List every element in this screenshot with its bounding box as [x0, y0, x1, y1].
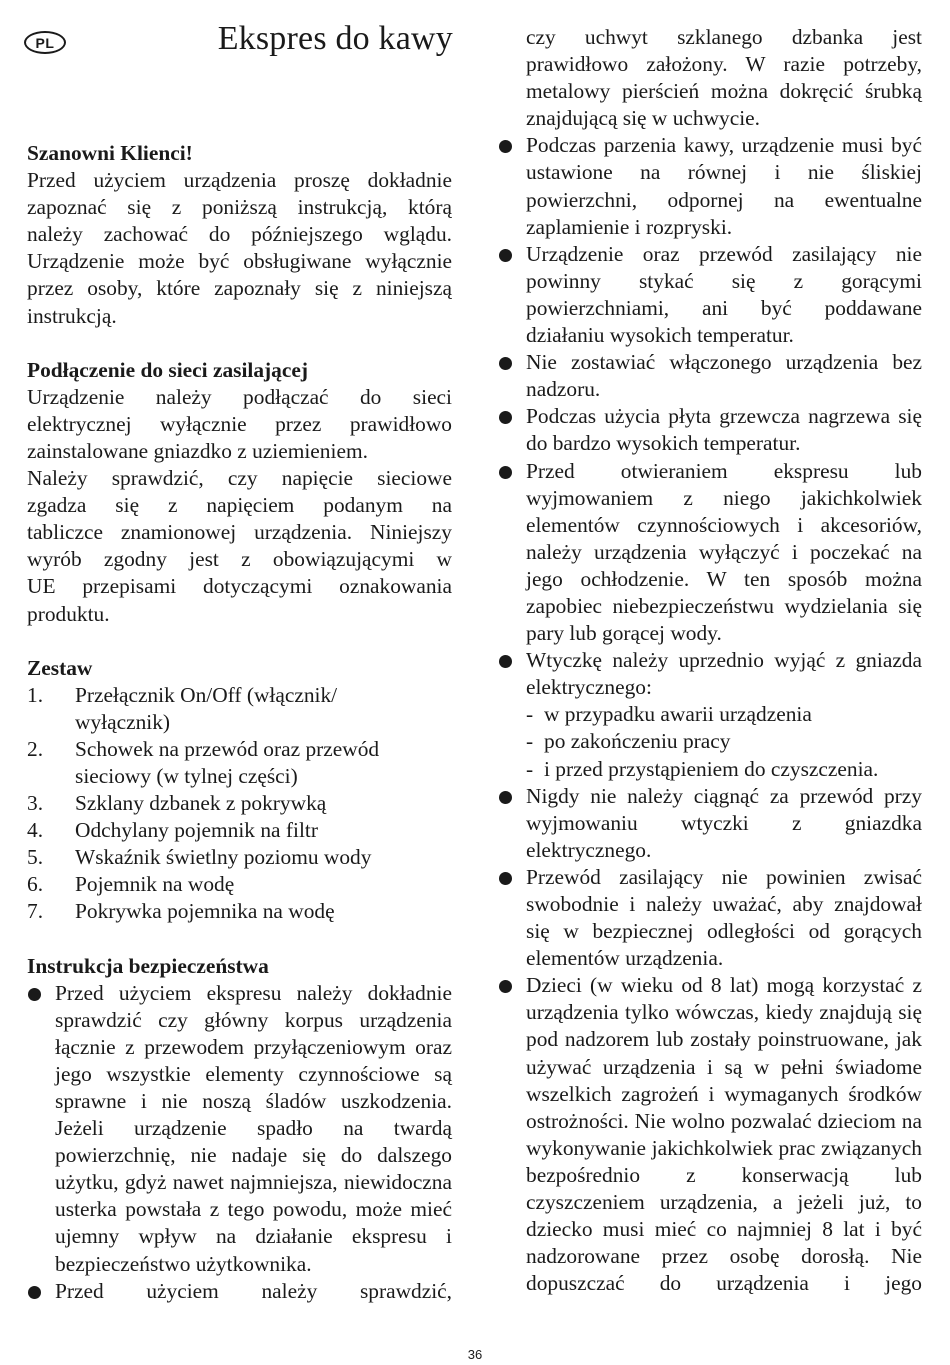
bullet-text: Przewód zasilający nie powinien zwisać swobodnie i należy uważać, aby znajdował się w bezpiecznej odległości od gorących elementów urządzenia.	[526, 864, 922, 971]
item-text: i przed przystąpieniem do czyszczenia.	[544, 756, 879, 781]
bullet-text: Przed otwieraniem ekspresu lub wyjmowaniem z niego jakichkolwiek elementów czynnościowych i akcesoriów, należy urządzenia wyłączyć i poczekać na jego ochłodzenie. W ten sposób można zapobiec niebezpieczeństwu wydzielania się pary lub gorącej wody.	[526, 458, 922, 646]
item-text: Pojemnik na wodę	[75, 872, 235, 897]
bullet-icon	[27, 980, 55, 1278]
item-number: 7.	[27, 899, 44, 924]
bullet-text: Wtyczkę należy uprzednio wyjąć z gniazda elektrycznego:	[526, 648, 922, 700]
bullet-item	[498, 458, 922, 648]
list-item	[27, 844, 452, 871]
bullet-item	[498, 349, 922, 403]
unplug-item	[526, 647, 922, 782]
text-line: Urządzenie należy podłączać do sieci	[27, 384, 452, 409]
page-title: Ekspres do kawy	[217, 20, 453, 57]
bullet-item	[498, 132, 922, 240]
text-line: Przed użyciem urządzenia proszę dokładnie	[27, 168, 452, 193]
right-column	[498, 24, 922, 1297]
bullet-icon	[498, 241, 526, 349]
bullet-item	[498, 972, 922, 1297]
power-text	[27, 384, 452, 628]
list-item	[526, 701, 922, 728]
bullet-text: Nigdy nie należy ciągnąć za przewód przy wyjmowaniu wtyczki z gniazdka elektrycznego.	[526, 783, 922, 862]
bullet-item	[27, 1278, 452, 1305]
left-column	[27, 140, 452, 1305]
bullet-continuation: czy uchwyt szklanego dzbanka jest prawidłowo założony. W razie potrzeby, metalowy pierścień można dokręcić śrubką znajdującą się w uchwycie.	[526, 25, 922, 131]
item-text: Szklany dzbanek z pokrywką	[75, 791, 327, 816]
bullet-text: Przed użyciem ekspresu należy dokładnie sprawdzić czy główny korpus urządzenia łącznie z przewodem przyłączeniowym oraz jego wszystkie elementy czynnościowe są sprawne i nie noszą śladów uszkodzenia. Jeżeli urządzenie spadło na twardą powierzchnię, nie nadaje się do dalszego użytku, gdyż nawet najmniejsza, niewidoczna usterka powstała z tego powodu, może mieć ujemny wpływ na działanie ekspresu i bezpieczeństwo użytkownika.	[55, 980, 452, 1276]
bullet-icon	[498, 349, 526, 403]
item-number: 2.	[27, 736, 44, 761]
bullet-icon	[498, 403, 526, 457]
item-number: 5.	[27, 845, 44, 870]
list-item	[27, 790, 452, 817]
item-number: 4.	[27, 818, 44, 843]
list-item	[526, 728, 922, 755]
page-number: 36	[467, 1347, 483, 1362]
bullet-icon	[498, 647, 526, 782]
bullet-item	[498, 783, 922, 864]
list-item	[27, 682, 452, 736]
bullet-text: Dzieci (w wieku od 8 lat) mogą korzystać z urządzenia tylko wówczas, kiedy znajdują się pod nadzorem lub zostały poinstruowane, jak używać urządzenia i są w pełni świadome wszelkich zagrożeń i wymaganych środków ostrożności. Nie wolno pozwalać dzieciom na wykonywanie jakichkolwiek prac związanych bezpośrednio z konserwacją lub czyszczeniem urządzenia, a jeżeli już, to dziecko musi mieć co najmniej 8 lat i być nadzorowane przez osobę dorosłą. Nie dopuszczać do urządzenia i jego	[526, 973, 922, 1296]
item-number: 1.	[27, 682, 44, 707]
list-item	[526, 756, 922, 783]
bullet-text: Podczas użycia płyta grzewcza nagrzewa się do bardzo wysokich temperatur.	[526, 404, 922, 456]
text-line: należy zachować do późniejszego wglądu.	[27, 222, 452, 247]
bullet-icon	[498, 458, 526, 648]
text-line: przez osoby, które zapoznały się z niniejszą	[27, 276, 452, 301]
dash-marker: -	[526, 729, 534, 754]
text-line: tabliczce znamionowej urządzenia. Niniejszy	[27, 520, 452, 545]
list-item	[27, 817, 452, 844]
text-line: zgadza się z napięciem podanym na	[27, 493, 452, 518]
item-number: 3.	[27, 791, 44, 816]
bullet-item	[498, 647, 922, 782]
item-text: Schowek na przewód oraz przewód sieciowy (w tylnej części)	[75, 736, 380, 788]
dash-marker: -	[526, 702, 534, 727]
item-text: Odchylany pojemnik na filtr	[75, 818, 318, 843]
text-line: zainstalowane gniazdko z uziemieniem.	[27, 438, 368, 463]
item-text: Pokrywka pojemnika na wodę	[75, 899, 335, 924]
text-line: Urządzenie może być obsługiwane wyłącznie	[27, 249, 452, 274]
item-text: w przypadku awarii urządzenia	[544, 702, 812, 727]
bullet-item	[498, 403, 922, 457]
text-line: elektrycznej wyłącznie przez prawidłowo	[27, 411, 452, 436]
list-item	[27, 736, 452, 790]
language-badge: PL	[24, 31, 66, 54]
bullet-text: Podczas parzenia kawy, urządzenie musi być ustawione na równej i nie śliskiej powierzchni, odpornej na ewentualne zaplamienie i rozpryski.	[526, 133, 922, 239]
bullet-text: Nie zostawiać włączonego urządzenia bez nadzoru.	[526, 350, 922, 402]
text-line: instrukcją.	[27, 303, 117, 328]
bullet-item	[498, 864, 922, 972]
bullet-icon	[498, 132, 526, 240]
list-item	[27, 871, 452, 898]
list-item	[27, 898, 452, 925]
set-heading: Zestaw	[27, 655, 93, 680]
text-line: zapoznać się z poniższą instrukcją, którą	[27, 195, 452, 220]
bullet-text: Przed użyciem należy sprawdzić,	[55, 1278, 452, 1303]
bullet-text: Urządzenie oraz przewód zasilający nie powinny stykać się z gorącymi powierzchniami, ani być poddawane działaniu wysokich temperatur.	[526, 241, 922, 348]
unplug-list	[526, 701, 922, 782]
item-number: 6.	[27, 872, 44, 897]
bullet-icon	[498, 864, 526, 972]
dash-marker: -	[526, 756, 534, 781]
item-text: Wskaźnik świetlny poziomu wody	[75, 845, 372, 870]
text-line: produktu.	[27, 601, 110, 626]
text-line: Należy sprawdzić, czy napięcie sieciowe	[27, 466, 452, 491]
set-list	[27, 682, 452, 926]
power-heading: Podłączenie do sieci zasilającej	[27, 357, 308, 382]
text-line: UE przepisami dotyczącymi oznakowania	[27, 574, 452, 599]
bullet-icon	[498, 783, 526, 864]
bullet-icon	[498, 972, 526, 1297]
intro-text	[27, 167, 452, 330]
bullet-item	[498, 241, 922, 349]
bullet-item	[27, 980, 452, 1278]
bullet-icon	[27, 1278, 55, 1305]
text-line: wyrób zgodny jest z obowiązującymi w	[27, 547, 452, 572]
item-text: po zakończeniu pracy	[544, 729, 731, 754]
safety-heading: Instrukcja bezpieczeństwa	[27, 953, 269, 978]
intro-heading: Szanowni Klienci!	[27, 141, 193, 165]
item-text: Przełącznik On/Off (włącznik/ wyłącznik)	[75, 682, 338, 734]
